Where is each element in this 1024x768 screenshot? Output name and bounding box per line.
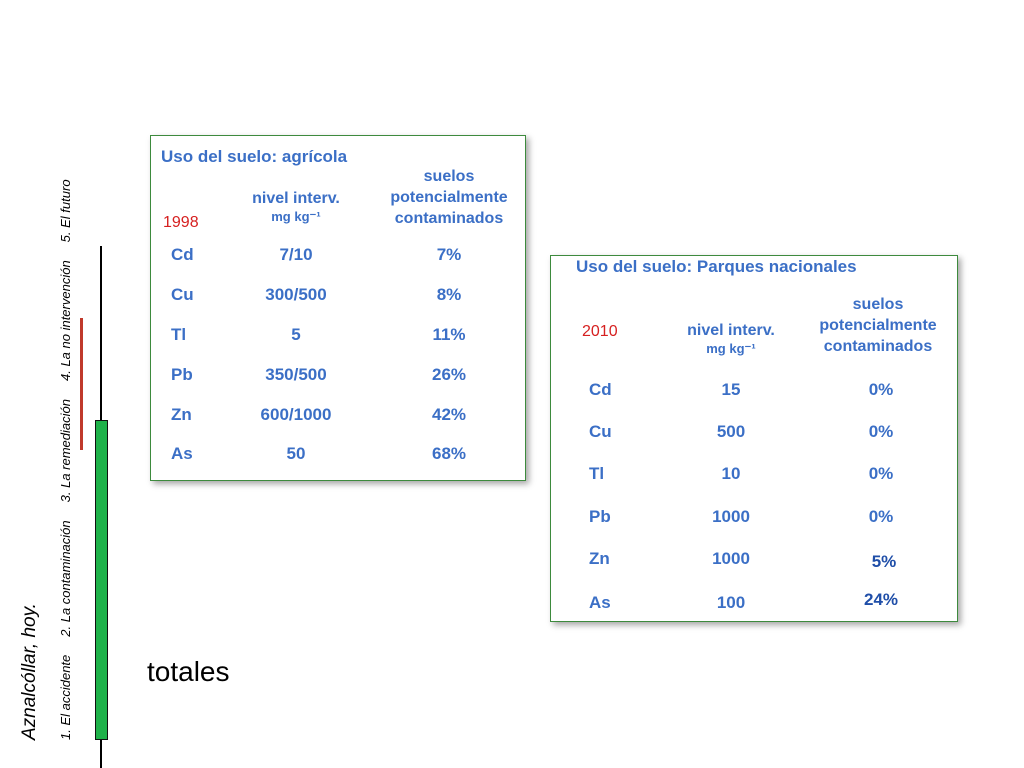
level-header: nivel interv. mg kg⁻¹	[687, 322, 775, 356]
nav-item-remediacion[interactable]: 3. La remediación	[58, 399, 73, 503]
table-cell-element: Cu	[171, 285, 194, 304]
table-cell-element: Cu	[589, 422, 612, 441]
table-cell-percent: 68%	[431, 444, 467, 463]
table-cell-level: 100	[716, 593, 746, 612]
table-title: Uso del suelo: agrícola	[161, 147, 348, 166]
table-cell-element: Pb	[589, 507, 611, 526]
slide-title	[19, 0, 43, 740]
table-cell-percent: 7%	[436, 245, 462, 264]
year-label: 1998	[163, 214, 199, 231]
table-cell-element: Tl	[589, 464, 605, 483]
table-cell-element: Zn	[171, 405, 192, 424]
table-cell-level: 50	[286, 444, 306, 463]
table-cell-percent: 24%	[863, 590, 899, 609]
nav-item-no-intervencion[interactable]: 4. La no intervención	[58, 260, 73, 382]
year-label: 2010	[582, 323, 618, 340]
level-header: nivel interv. mg kg⁻¹	[252, 190, 340, 224]
table-card-agricola	[150, 135, 526, 481]
table-cell-percent: 0%	[868, 507, 894, 526]
table-cell-level: 1000	[712, 507, 750, 526]
table-cell-level: 500	[716, 422, 746, 441]
table-cell-level: 7/10	[279, 245, 313, 264]
table-cell-level: 5	[291, 325, 301, 344]
table-cell-element: Tl	[171, 325, 187, 344]
table-cell-percent: 11%	[432, 325, 466, 344]
progress-bar	[95, 420, 108, 740]
footer-label: totales	[147, 656, 230, 687]
table-cell-element: Cd	[171, 245, 194, 264]
percent-header: suelos potencialmente contaminados	[819, 296, 937, 355]
current-section-marker	[80, 318, 83, 450]
table-cell-level: 300/500	[265, 285, 327, 304]
table-cell-element: Zn	[589, 549, 610, 568]
table-cell-percent: 0%	[868, 422, 894, 441]
slide-title-text: Aznalcóllar, hoy.	[19, 603, 40, 740]
table-card-parques	[550, 255, 958, 622]
table-cell-level: 600/1000	[260, 405, 332, 424]
table-cell-level: 10	[721, 464, 741, 483]
table-cell-level: 350/500	[265, 365, 327, 384]
section-nav	[58, 0, 76, 740]
table-cell-level: 15	[721, 380, 741, 399]
table-cell-element: As	[171, 444, 193, 463]
table-cell-percent: 42%	[431, 405, 467, 424]
percent-header: suelos potencialmente contaminados	[390, 168, 508, 227]
table-cell-element: As	[589, 593, 611, 612]
table-cell-percent: 5%	[871, 552, 897, 571]
table-title: Uso del suelo: Parques nacionales	[576, 257, 857, 276]
table-cell-percent: 8%	[436, 285, 462, 304]
nav-item-contaminacion[interactable]: 2. La contaminación	[58, 520, 73, 637]
table-cell-percent: 0%	[868, 464, 894, 483]
table-cell-level: 1000	[712, 549, 750, 568]
nav-item-futuro[interactable]: 5. El futuro	[58, 179, 73, 243]
nav-item-accidente[interactable]: 1. El accidente	[58, 654, 73, 740]
table-cell-element: Cd	[589, 380, 612, 399]
table-cell-element: Pb	[171, 365, 193, 384]
table-cell-percent: 26%	[431, 365, 467, 384]
table-cell-percent: 0%	[868, 380, 894, 399]
